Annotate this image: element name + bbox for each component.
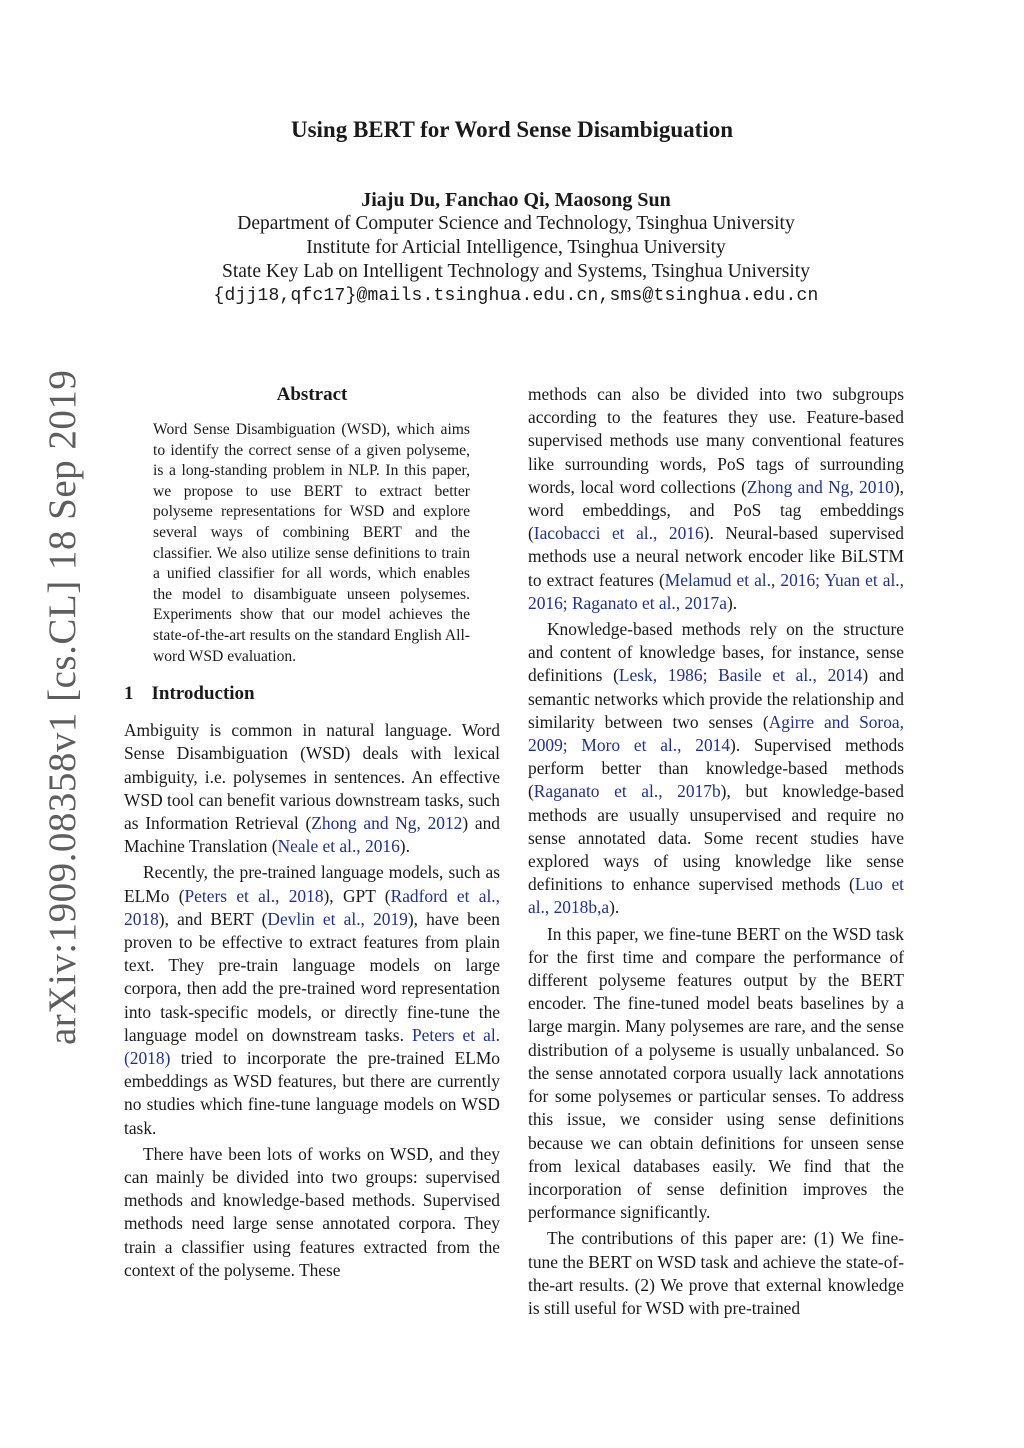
paragraph-text: Recently, the pre-trained language models, such as ELMo (	[124, 862, 500, 906]
author-block	[0, 188, 1024, 308]
intro-paragraph-5	[528, 618, 904, 920]
citation-link[interactable]: Lesk, 1986; Basile et al., 2014	[618, 665, 863, 686]
paragraph-text: ), word embeddings, and PoS tag embeddings (	[528, 476, 904, 544]
affiliation-2: Institute for Articial Intelligence, Tsinghua University	[306, 237, 726, 258]
paragraph-text: Ambiguity is common in natural language. Word Sense Disambiguation (WSD) deals with lexical ambiguity, i.e. polysemes in sentences. An effective WSD tool can benefit various downstream tasks, such as Information Retrieval (	[124, 720, 500, 833]
intro-paragraph-7	[528, 1227, 904, 1320]
abstract-heading: Abstract	[276, 384, 348, 405]
paragraph-text: ), and BERT (	[158, 908, 268, 929]
intro-paragraph-4	[528, 383, 904, 615]
paragraph-text: ). Neural-based supervised methods use a neural network encoder like BiLSTM to extract features (	[528, 523, 904, 590]
section-heading-introduction	[124, 682, 500, 706]
citation-link[interactable]: Devlin et al., 2019	[267, 908, 408, 929]
arxiv-identifier: arXiv:1909.08358v1 [cs.CL] 18 Sep 2019	[41, 369, 84, 1045]
affiliation-1: Department of Computer Science and Technology, Tsinghua University	[237, 213, 795, 234]
intro-paragraph-3	[124, 1143, 500, 1282]
paragraph-text: ) and semantic networks which provide the relationship and similarity between two senses (	[528, 665, 904, 732]
citation-link[interactable]: Raganato et al., 2017b	[533, 781, 721, 802]
right-column	[528, 383, 904, 1320]
citation-link[interactable]: Iacobacci et al., 2016	[533, 523, 704, 544]
paragraph-text: ).	[399, 836, 410, 857]
intro-paragraph-2	[124, 861, 500, 1139]
paragraph-text: ), GPT (	[323, 885, 391, 906]
paragraph-text: ). Supervised methods perform better than knowledge-based methods (	[528, 735, 904, 802]
paragraph-text: ) and Machine Translation (	[124, 812, 501, 857]
citation-link[interactable]: Zhong and Ng, 2010	[746, 476, 894, 497]
citation-link[interactable]: Peters et al., 2018	[184, 885, 324, 906]
affiliation-3: State Key Lab on Intelligent Technology and Systems, Tsinghua University	[222, 261, 810, 282]
author-emails: {djj18,qfc17}@mails.tsinghua.edu.cn,sms@tsinghua.edu.cn	[213, 286, 819, 306]
abstract-text: Word Sense Disambiguation (WSD), which aims to identify the correct sense of a given polyseme, is a long-standing problem in NLP. In this paper, we propose to use BERT to extract better polyseme representations for WSD and explore several ways of combining BERT and the classifier. We also utilize sense definitions to train a unified classifier for all words, which enables the model to disambiguate unseen polysemes. Experiments show that our model achieves the state-of-the-art results on the standard English All-word WSD evaluation.	[153, 421, 470, 665]
intro-paragraph-1	[124, 719, 500, 858]
intro-paragraph-6	[528, 923, 904, 1225]
paragraph-text: There have been lots of works on WSD, and they can mainly be divided into two groups: supervised methods and knowledge-based methods. Supervised methods need large sense annotated corpora. They train a classifier using features extracted from the context of the polyseme. These	[124, 1143, 500, 1280]
author-names: Jiaju Du, Fanchao Qi, Maosong Sun	[361, 189, 671, 211]
citation-link[interactable]: Luo et al., 2018b,a	[528, 874, 904, 918]
paragraph-text: tried to incorporate the pre-trained ELMo embeddings as WSD features, but there are currently no studies which fine-tune language models on WSD task.	[124, 1047, 500, 1138]
paragraph-text: In this paper, we fine-tune BERT on the WSD task for the first time and compare the performance of different polyseme features output by the BERT encoder. The fine-tuned model beats baselines by a large margin. Many polysemes are rare, and the sense distribution of a polyseme is usually unbalanced. So the sense annotated corpora usually lack annotations for some polysemes or particular senses. To address this issue, we consider using sense definitions because we can obtain definitions for unseen sense from lexical databases easily. We find that the incorporation of sense definition improves the performance significantly.	[528, 923, 904, 1223]
left-column	[124, 383, 500, 1282]
section-title: Introduction	[151, 683, 255, 705]
paragraph-text: methods can also be divided into two subgroups according to the features they use. Feature-based supervised methods use many conventional features like surrounding words, PoS tags of surrounding words, local word collections (	[528, 384, 904, 497]
citation-link[interactable]: Melamud et al., 2016; Yuan et al., 2016; Raganato et al., 2017a	[528, 569, 904, 613]
citation-link[interactable]: Peters et al. (2018)	[124, 1024, 500, 1068]
paper-title: Using BERT for Word Sense Disambiguation	[290, 117, 734, 142]
paragraph-text: Knowledge-based methods rely on the structure and content of knowledge bases, for instance, sense definitions (	[528, 619, 904, 686]
citation-link[interactable]: Neale et al., 2016	[277, 836, 400, 857]
paragraph-text: ).	[726, 592, 738, 613]
paragraph-text: ).	[609, 897, 620, 918]
paragraph-text: ), but knowledge-based methods are usually unsupervised and require no sense annotated data. Some recent studies have explored ways of using knowledge like sense definitions to enhance supervised methods (	[528, 781, 905, 895]
citation-link[interactable]: Agirre and Soroa, 2009; Moro et al., 2014	[528, 711, 904, 756]
paragraph-text: The contributions of this paper are: (1) We fine-tune the BERT on WSD task and achieve the state-of-the-art results. (2) We prove that external knowledge is still useful for WSD with pre-trained	[528, 1228, 904, 1318]
citation-link[interactable]: Zhong and Ng, 2012	[311, 812, 463, 833]
citation-link[interactable]: Radford et al., 2018	[124, 885, 501, 929]
section-number: 1	[124, 683, 134, 705]
paragraph-text: ), have been proven to be effective to extract features from plain text. They pre-train language models on large corpora, then add the pre-trained word representation into task-specific models, or directly fine-tune the language model on downstream tasks.	[124, 908, 500, 1045]
